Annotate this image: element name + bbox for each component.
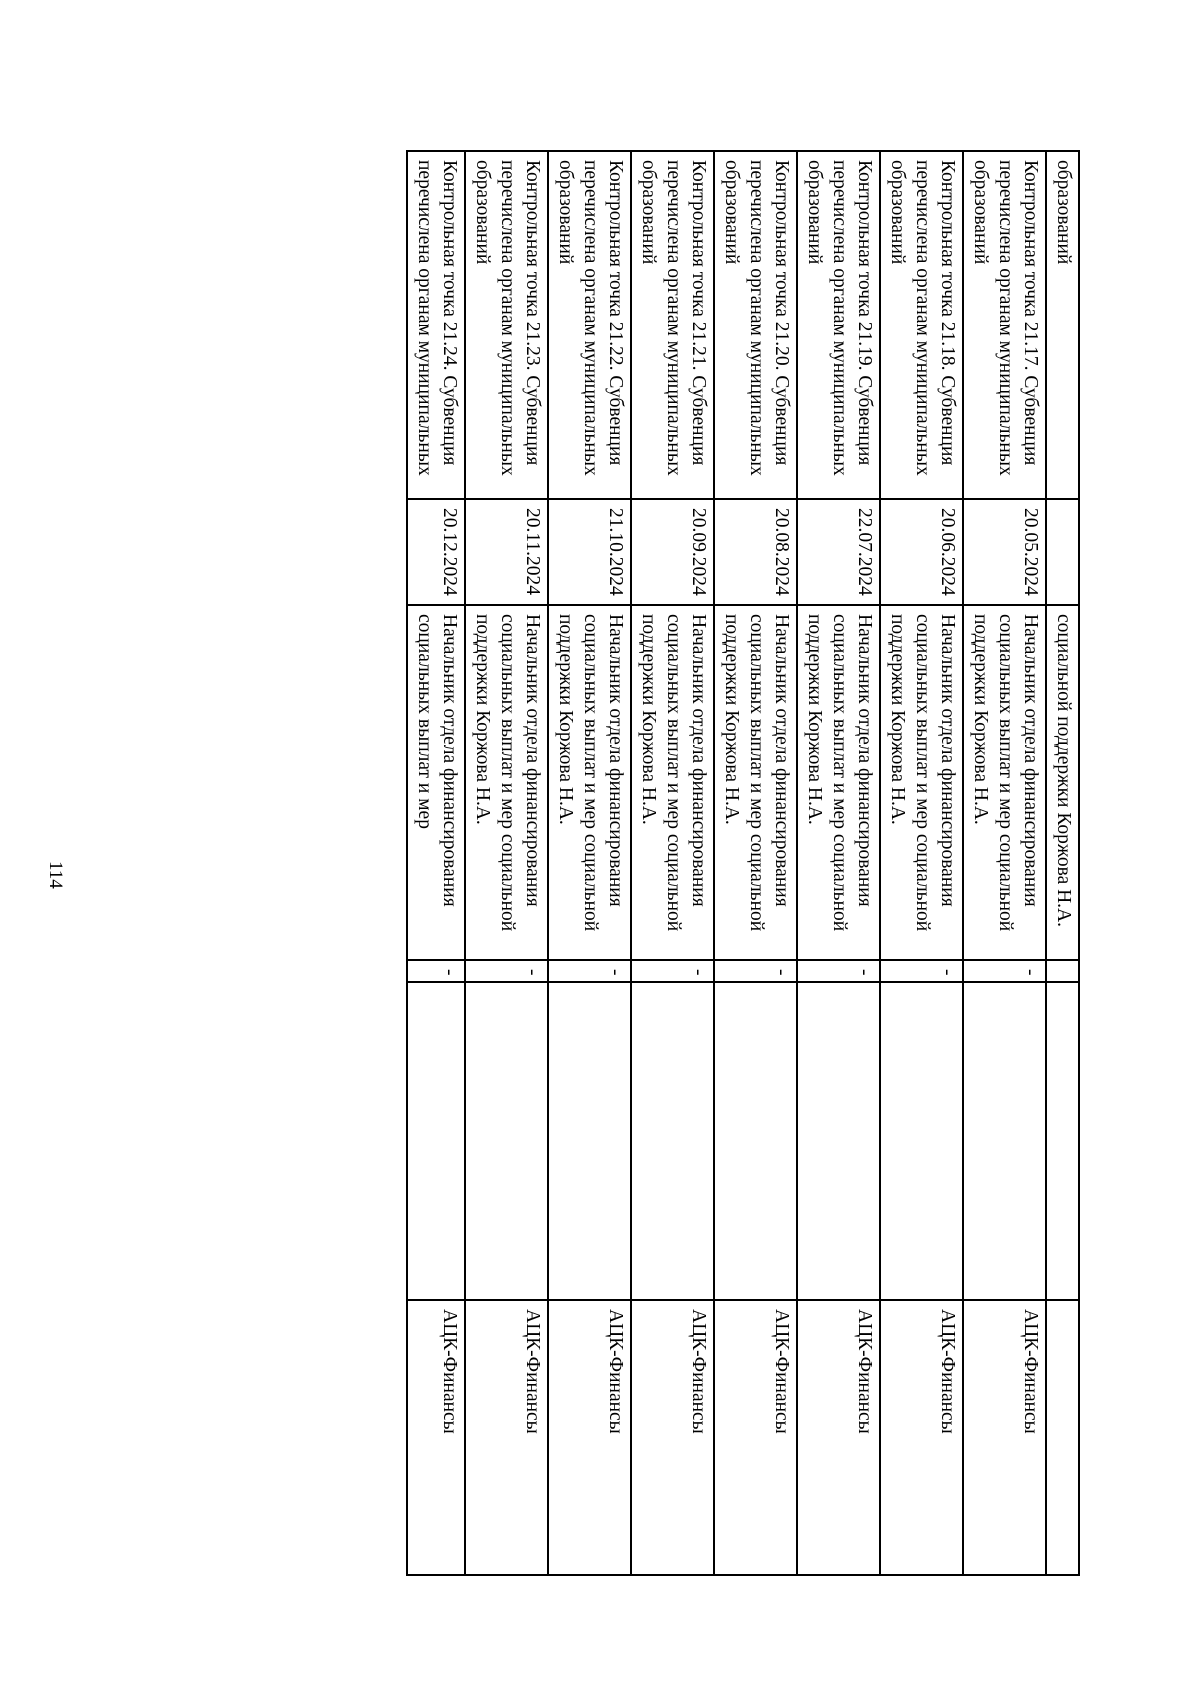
cell-date	[1046, 499, 1079, 605]
cell-system: АЦК-Финансы	[797, 1300, 880, 1575]
cell-dash: -	[880, 960, 963, 982]
control-points-table	[406, 150, 1080, 1576]
cell-dash: -	[548, 960, 631, 982]
table-row	[407, 151, 465, 1575]
cell-document	[714, 982, 797, 1300]
cell-dash	[1046, 960, 1079, 982]
cell-document	[407, 982, 465, 1300]
cell-document	[797, 982, 880, 1300]
cell-name: Контрольная точка 21.20. Субвенция перечислена органам муниципальных образований	[714, 151, 797, 499]
table-row	[963, 151, 1046, 1575]
cell-date: 20.12.2024	[407, 499, 465, 605]
cell-date: 20.06.2024	[880, 499, 963, 605]
cell-responsible: Начальник отдела финансирования социальных выплат и мер социальной поддержки Коржова Н.А.	[797, 605, 880, 960]
cell-document	[465, 982, 548, 1300]
cell-responsible: Начальник отдела финансирования социальных выплат и мер социальной поддержки Коржова Н.А.	[548, 605, 631, 960]
cell-date: 20.11.2024	[465, 499, 548, 605]
cell-system: АЦК-Финансы	[714, 1300, 797, 1575]
cell-dash: -	[714, 960, 797, 982]
cell-name: Контрольная точка 21.19. Субвенция перечислена органам муниципальных образований	[797, 151, 880, 499]
table-row	[631, 151, 714, 1575]
cell-name: Контрольная точка 21.23. Субвенция перечислена органам муниципальных образований	[465, 151, 548, 499]
cell-date: 20.09.2024	[631, 499, 714, 605]
cell-name: Контрольная точка 21.22. Субвенция перечислена органам муниципальных образований	[548, 151, 631, 499]
cell-responsible: Начальник отдела финансирования социальных выплат и мер социальной поддержки Коржова Н.А.	[880, 605, 963, 960]
cell-dash: -	[465, 960, 548, 982]
cell-date: 20.05.2024	[963, 499, 1046, 605]
cell-name: Контрольная точка 21.24. Субвенция перечислена органам муниципальных	[407, 151, 465, 499]
cell-document	[880, 982, 963, 1300]
table-row	[797, 151, 880, 1575]
table-row	[465, 151, 548, 1575]
cell-date: 20.08.2024	[714, 499, 797, 605]
cell-system	[1046, 1300, 1079, 1575]
cell-name: Контрольная точка 21.17. Субвенция перечислена органам муниципальных образований	[963, 151, 1046, 499]
cell-date: 22.07.2024	[797, 499, 880, 605]
cell-responsible: Начальник отдела финансирования социальных выплат и мер социальной поддержки Коржова Н.А.	[963, 605, 1046, 960]
table-row	[714, 151, 797, 1575]
cell-dash: -	[631, 960, 714, 982]
cell-dash: -	[797, 960, 880, 982]
cell-name: образований	[1046, 151, 1079, 499]
cell-name: Контрольная точка 21.21. Субвенция перечислена органам муниципальных образований	[631, 151, 714, 499]
cell-system: АЦК-Финансы	[880, 1300, 963, 1575]
table-row-continuation	[1046, 151, 1079, 1575]
cell-dash: -	[407, 960, 465, 982]
table-row	[548, 151, 631, 1575]
cell-document	[548, 982, 631, 1300]
cell-responsible: Начальник отдела финансирования социальных выплат и мер социальной поддержки Коржова Н.А.	[631, 605, 714, 960]
cell-responsible: Начальник отдела финансирования социальных выплат и мер социальной поддержки Коржова Н.А.	[714, 605, 797, 960]
cell-responsible: Начальник отдела финансирования социальных выплат и мер социальной поддержки Коржова Н.А.	[465, 605, 548, 960]
cell-system: АЦК-Финансы	[407, 1300, 465, 1575]
cell-date: 21.10.2024	[548, 499, 631, 605]
cell-system: АЦК-Финансы	[548, 1300, 631, 1575]
table-body	[407, 151, 1079, 1575]
page-number: 114	[45, 861, 66, 889]
cell-name: Контрольная точка 21.18. Субвенция перечислена органам муниципальных образований	[880, 151, 963, 499]
cell-system: АЦК-Финансы	[963, 1300, 1046, 1575]
cell-system: АЦК-Финансы	[465, 1300, 548, 1575]
cell-dash: -	[963, 960, 1046, 982]
table-row	[880, 151, 963, 1575]
cell-system: АЦК-Финансы	[631, 1300, 714, 1575]
cell-document	[963, 982, 1046, 1300]
cell-document	[1046, 982, 1079, 1300]
cell-document	[631, 982, 714, 1300]
cell-responsible: социальной поддержки Коржова Н.А.	[1046, 605, 1079, 960]
cell-responsible: Начальник отдела финансирования социальных выплат и мер	[407, 605, 465, 960]
